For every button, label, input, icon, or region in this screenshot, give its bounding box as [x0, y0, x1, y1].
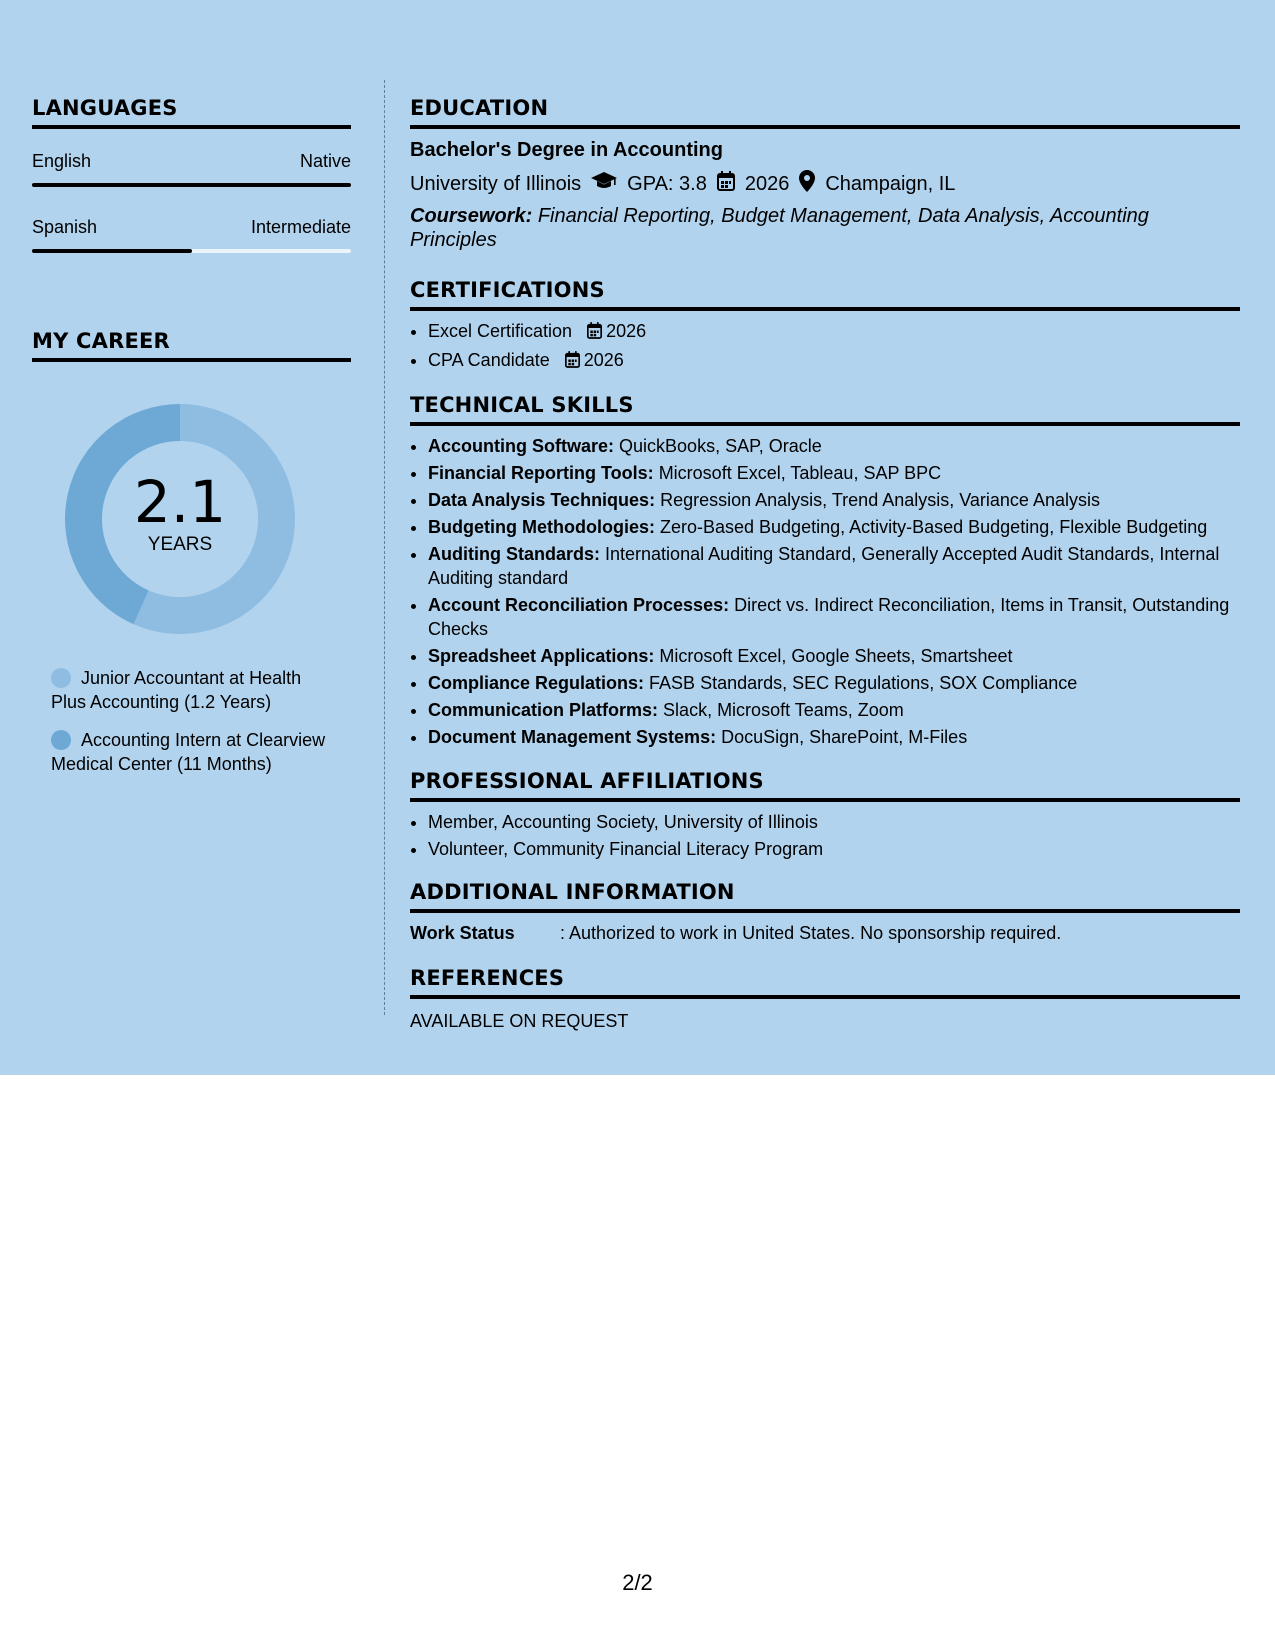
career-total-unit: YEARS: [147, 534, 213, 555]
language-item-spanish: [32, 217, 351, 253]
certification-item: [428, 348, 1240, 374]
career-section: [32, 313, 351, 776]
skill-values: Regression Analysis, Trend Analysis, Variance Analysis: [660, 490, 1100, 510]
language-proficiency-bar: [32, 183, 351, 187]
skill-values: Microsoft Excel, Tableau, SAP BPC: [658, 463, 942, 483]
skill-category: Financial Reporting Tools:: [428, 463, 654, 483]
skill-category: Spreadsheet Applications:: [428, 646, 655, 666]
education-heading: EDUCATION: [410, 80, 1240, 129]
work-status-row: [410, 923, 1240, 944]
school-name: University of Illinois: [410, 172, 582, 195]
references-text: AVAILABLE ON REQUEST: [410, 1011, 629, 1031]
skill-values: Direct vs. Indirect Reconciliation, Items in Transit, Outstanding Checks: [428, 595, 1230, 639]
career-role-label: Accounting Intern at Clearview Medical Center (11 Months): [51, 730, 326, 774]
work-status-label: Work Status: [410, 923, 515, 943]
skill-category: Compliance Regulations:: [428, 673, 645, 693]
technical-skills-list: [410, 434, 1240, 749]
skill-values: DocuSign, SharePoint, M-Files: [721, 727, 968, 747]
degree-title: Bachelor's Degree in Accounting: [410, 139, 723, 161]
coursework: [410, 204, 1240, 252]
skill-category: Accounting Software:: [428, 436, 615, 456]
certification-name: CPA Candidate: [428, 350, 550, 370]
language-name: English: [32, 151, 92, 171]
calendar-icon: [717, 171, 735, 197]
languages-heading: LANGUAGES: [32, 80, 351, 129]
skill-item: [428, 434, 1240, 458]
right-column: [410, 80, 1240, 1032]
certification-name: Excel Certification: [428, 321, 573, 341]
skill-item: [428, 725, 1240, 749]
career-total-value: 2.1: [133, 468, 227, 536]
coursework-label: Coursework:: [410, 205, 533, 227]
affiliation-item: • Volunteer, Community Financial Literacy Program: [428, 837, 1240, 861]
location-pin-icon: [799, 170, 815, 198]
legend-dot-icon: [51, 668, 71, 688]
career-legend-item: [51, 666, 331, 714]
affiliation-item: • Member, Accounting Society, University of Illinois: [428, 810, 1240, 834]
skill-item: [428, 593, 1240, 641]
legend-dot-icon: [51, 730, 71, 750]
references-heading: REFERENCES: [410, 950, 1240, 999]
skill-category: Data Analysis Techniques:: [428, 490, 656, 510]
work-status-value: : Authorized to work in United States. No sponsorship required.: [560, 923, 1062, 943]
skill-values: FASB Standards, SEC Regulations, SOX Compliance: [649, 673, 1078, 693]
skill-item: [428, 671, 1240, 695]
skill-values: Microsoft Excel, Google Sheets, Smartsheet: [659, 646, 1013, 666]
education-location: Champaign, IL: [825, 172, 956, 195]
skill-category: Document Management Systems:: [428, 727, 717, 747]
language-proficiency-fill: [32, 249, 192, 253]
calendar-icon: [565, 350, 580, 374]
skill-category: Budgeting Methodologies:: [428, 517, 655, 537]
affiliations-list: [410, 810, 1240, 861]
career-donut-chart: [65, 404, 295, 634]
page-number: 2/2: [622, 1570, 653, 1595]
technical-skills-heading: TECHNICAL SKILLS: [410, 377, 1240, 426]
skill-item: [428, 644, 1240, 668]
calendar-icon: [587, 321, 602, 345]
education-meta: [410, 170, 1240, 198]
skill-values: International Auditing Standard, Generally Accepted Audit Standards, Internal Auditing standard: [428, 544, 1220, 588]
coursework-list: Financial Reporting, Budget Management, Data Analysis, Accounting Principles: [410, 205, 1149, 251]
affiliations-heading: PROFESSIONAL AFFILIATIONS: [410, 753, 1240, 802]
skill-values: QuickBooks, SAP, Oracle: [619, 436, 822, 456]
career-legend: [51, 666, 331, 776]
graduation-year: 2026: [744, 172, 790, 195]
skill-item: [428, 461, 1240, 485]
skill-category: Communication Platforms:: [428, 700, 659, 720]
skill-values: Slack, Microsoft Teams, Zoom: [663, 700, 904, 720]
career-role-label: Junior Accountant at Health Plus Accounting (1.2 Years): [51, 668, 302, 712]
skill-values: Zero-Based Budgeting, Activity-Based Budgeting, Flexible Budgeting: [659, 517, 1208, 537]
language-level: Native: [299, 151, 351, 171]
column-divider: [384, 80, 385, 1015]
skill-item: [428, 542, 1240, 590]
career-heading: MY CAREER: [32, 313, 351, 362]
certification-item: [428, 319, 1240, 345]
additional-info-heading: ADDITIONAL INFORMATION: [410, 864, 1240, 913]
language-proficiency-bar: [32, 249, 351, 253]
skill-item: [428, 488, 1240, 512]
language-name: Spanish: [32, 217, 98, 237]
career-legend-item: [51, 728, 331, 776]
certification-year: 2026: [583, 350, 624, 370]
skill-category: Account Reconciliation Processes:: [428, 595, 730, 615]
certifications-list: [410, 319, 1240, 374]
certification-year: 2026: [606, 321, 647, 341]
left-column: [32, 80, 351, 790]
certifications-heading: CERTIFICATIONS: [410, 262, 1240, 311]
skill-item: [428, 515, 1240, 539]
language-item-english: [32, 151, 351, 187]
graduation-cap-icon: [591, 172, 617, 196]
language-proficiency-fill: [32, 183, 351, 187]
skill-item: [428, 698, 1240, 722]
language-level: Intermediate: [250, 217, 351, 237]
gpa: GPA: 3.8: [627, 172, 707, 195]
skill-category: Auditing Standards:: [428, 544, 600, 564]
